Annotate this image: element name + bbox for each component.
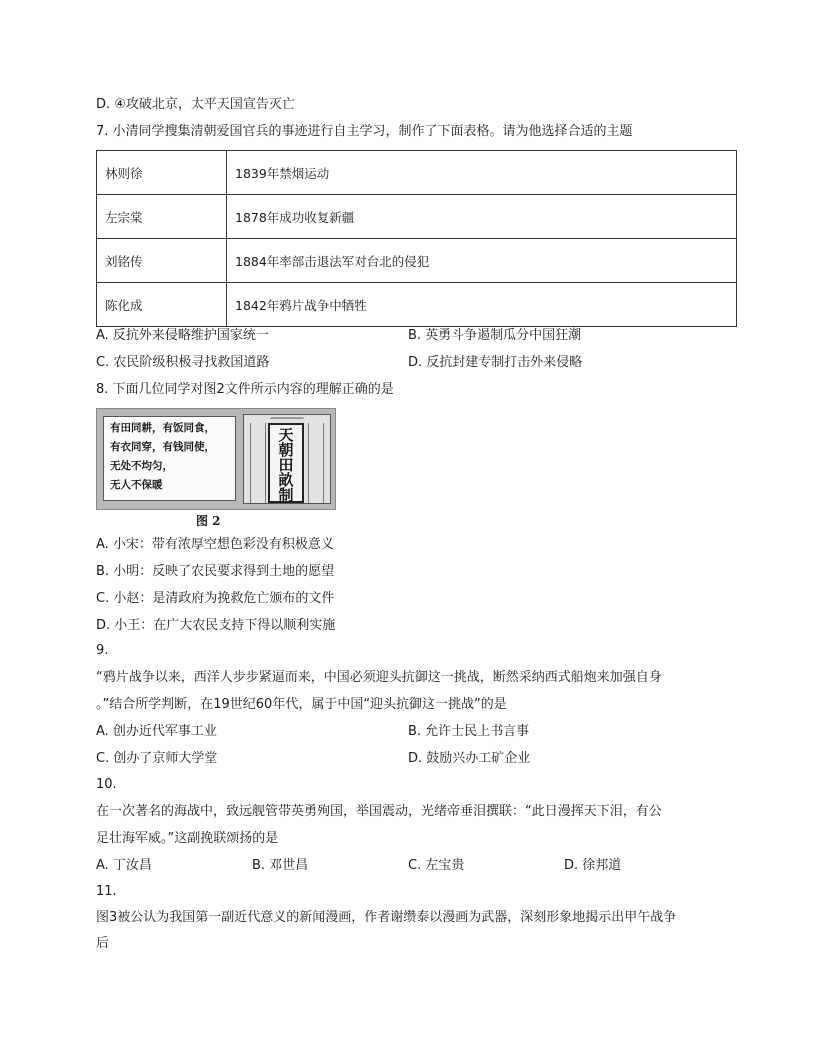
q8-option-c: C. 小赵：是清政府为挽救危亡颁布的文件	[96, 591, 335, 606]
q9-stem-line-1: “鸦片战争以来，西洋人步步紧逼而来，中国必须迎头抗御这一挑战，断然采纳西式船炮来加强自身	[96, 670, 662, 685]
q10-stem-line-1: 在一次著名的海战中，致远舰管带英勇殉国，举国震动，光绪帝垂泪撰联：“此日漫挥天下泪，有公	[96, 804, 662, 819]
q9-stem-line-2: 。”结合所学判断，在19世纪60年代，属于中国“迎头抗御这一挑战”的是	[96, 697, 507, 712]
q9-option-a: A. 创办近代军事工业	[96, 724, 217, 739]
table-cell-event: 1839年禁烟运动	[227, 151, 737, 195]
q9-option-c: C. 创办了京师大学堂	[96, 751, 218, 766]
table-row	[97, 283, 737, 327]
table-cell-name: 刘铭传	[97, 239, 227, 283]
quote-line: 有田同耕，有饭同食，	[110, 422, 215, 434]
quote-line: 有衣同穿，有钱同使，	[110, 441, 215, 453]
book-decoration	[250, 423, 266, 503]
q10-option-b: B. 邓世昌	[252, 858, 309, 873]
q8-option-d: D. 小王：在广大农民支持下得以顺利实施	[96, 618, 336, 633]
q10-stem-line-2: 足壮海军威。”这副挽联颂扬的是	[96, 831, 279, 846]
figure-caption: 图 2	[196, 514, 221, 528]
quote-line: 无处不均匀，	[110, 460, 173, 472]
q10-option-d: D. 徐邦道	[564, 858, 622, 873]
table-cell-name: 陈化成	[97, 283, 227, 327]
q7-option-a: A. 反抗外来侵略维护国家统一	[96, 328, 269, 343]
table-cell-event: 1842年鸦片战争中牺牲	[227, 283, 737, 327]
figure-2-image	[96, 408, 336, 510]
table-row	[97, 195, 737, 239]
q10-option-c: C. 左宝贵	[408, 858, 465, 873]
q11-stem-line-1: 图3被公认为我国第一副近代意义的新闻漫画，作者谢缵泰以漫画为武器，深刻形象地揭示出甲午战争	[96, 910, 677, 925]
table-cell-event: 1878年成功收复新疆	[227, 195, 737, 239]
table-cell-event: 1884年率部击退法军对台北的侵犯	[227, 239, 737, 283]
table-row	[97, 239, 737, 283]
book-title-label: 天 朝 田 畝 制	[268, 423, 304, 503]
q7-table	[96, 150, 737, 327]
q8-stem: 8. 下面几位同学对图2文件所示内容的理解正确的是	[96, 382, 394, 397]
q7-option-b: B. 英勇斗争遏制瓜分中国狂潮	[408, 328, 582, 343]
q11-number: 11.	[96, 884, 117, 899]
q7-option-d: D. 反抗封建专制打击外来侵略	[408, 355, 583, 370]
table-cell-name: 左宗棠	[97, 195, 227, 239]
q9-option-d: D. 鼓励兴办工矿企业	[408, 751, 531, 766]
q11-stem-line-2: 后	[96, 936, 110, 951]
book-decoration	[308, 423, 324, 503]
q7-stem: 7. 小清同学搜集清朝爱国官兵的事迹进行自主学习，制作了下面表格。请为他选择合适的主题	[96, 124, 633, 139]
table-row	[97, 151, 737, 195]
q7-option-c: C. 农民阶级积极寻找救国道路	[96, 355, 270, 370]
q8-option-a: A. 小宋：带有浓厚空想色彩没有积极意义	[96, 537, 334, 552]
q10-option-a: A. 丁汝昌	[96, 858, 152, 873]
figure-quote-card	[103, 416, 236, 501]
table-cell-name: 林则徐	[97, 151, 227, 195]
q9-option-b: B. 允许士民上书言事	[408, 724, 530, 739]
q10-number: 10.	[96, 777, 117, 792]
figure-book-cover: ═══════════ 天 朝 田 畝 制	[243, 414, 331, 504]
q8-option-b: B. 小明：反映了农民要求得到土地的愿望	[96, 564, 335, 579]
q9-number: 9.	[96, 643, 109, 658]
quote-line: 无人不保暖	[110, 479, 163, 491]
q6-option-d: D. ④攻破北京，太平天国宣告灭亡	[96, 97, 295, 112]
